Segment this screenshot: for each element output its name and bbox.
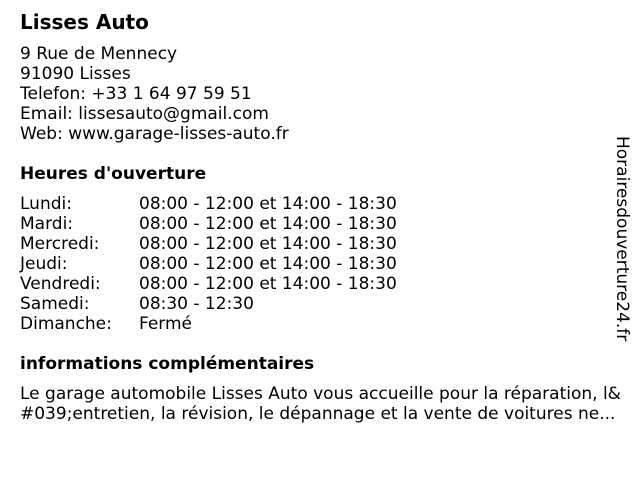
hours-row-wednesday [20, 234, 397, 254]
website-link[interactable]: Web: www.garage-lisses-auto.fr [20, 124, 289, 144]
day-label: Samedi: [20, 294, 90, 314]
email-address[interactable]: Email: lissesauto@gmail.com [20, 104, 269, 124]
time-value: Fermé [139, 314, 193, 334]
day-label: Jeudi: [20, 254, 68, 274]
time-value: 08:30 - 12:30 [139, 294, 254, 314]
site-watermark: Horairesdouverture24.fr [612, 136, 632, 342]
time-value: 08:00 - 12:00 et 14:00 - 18:30 [139, 254, 397, 274]
hours-row-sunday [20, 314, 397, 334]
hours-row-monday [20, 194, 397, 214]
business-name: Lisses Auto [20, 10, 149, 34]
opening-hours-heading: Heures d'ouverture [20, 164, 207, 184]
day-label: Mercredi: [20, 234, 100, 254]
hours-row-saturday [20, 294, 397, 314]
address-street: 9 Rue de Mennecy [20, 44, 178, 64]
hours-row-thursday [20, 254, 397, 274]
opening-hours-table [20, 194, 397, 334]
time-value: 08:00 - 12:00 et 14:00 - 18:30 [139, 234, 397, 254]
address-city: 91090 Lisses [20, 64, 131, 84]
additional-info-heading: informations complémentaires [20, 354, 315, 374]
time-value: 08:00 - 12:00 et 14:00 - 18:30 [139, 214, 397, 234]
day-label: Dimanche: [20, 314, 112, 334]
time-value: 08:00 - 12:00 et 14:00 - 18:30 [139, 274, 397, 294]
phone-number[interactable]: Telefon: +33 1 64 97 59 51 [20, 84, 252, 104]
time-value: 08:00 - 12:00 et 14:00 - 18:30 [139, 194, 397, 214]
day-label: Lundi: [20, 194, 72, 214]
business-description [20, 384, 632, 424]
day-label: Vendredi: [20, 274, 101, 294]
day-label: Mardi: [20, 214, 74, 234]
description-line: #039;entretien, la révision, le dépannage et la vente de voitures ne... [20, 404, 616, 424]
hours-row-tuesday [20, 214, 397, 234]
description-line: Le garage automobile Lisses Auto vous accueille pour la réparation, l& [20, 384, 621, 404]
contact-block [20, 44, 289, 144]
hours-row-friday [20, 274, 397, 294]
